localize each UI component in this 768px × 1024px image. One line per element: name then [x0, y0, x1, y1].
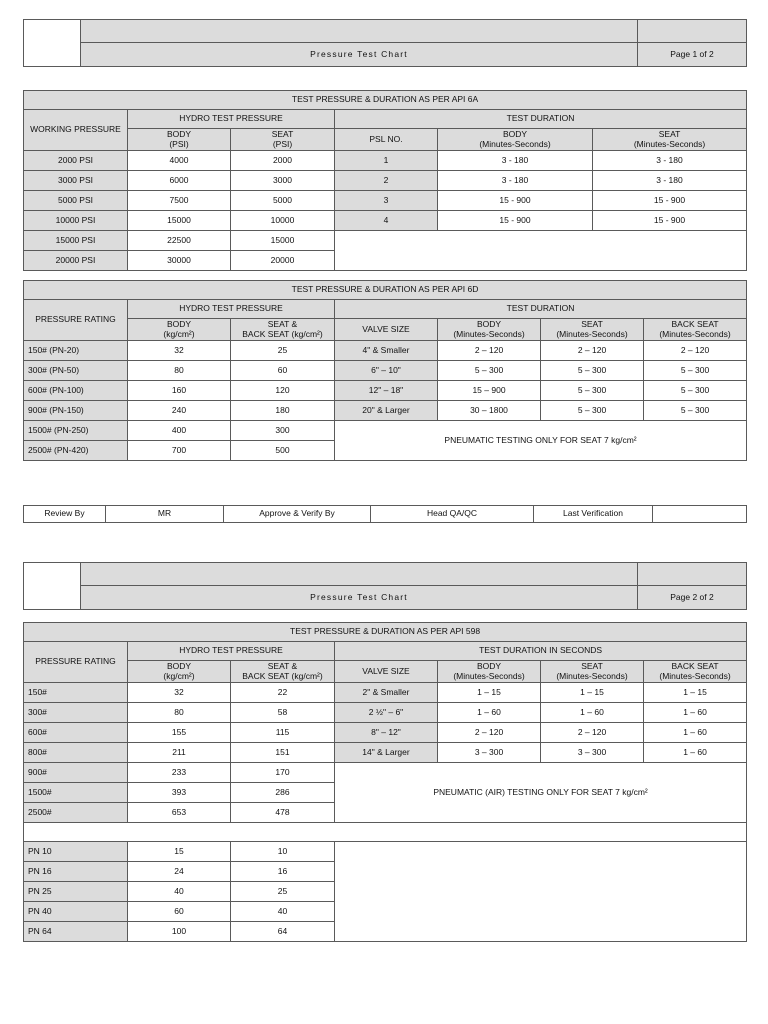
logo-box	[24, 20, 81, 67]
table-row: 150# 32 22 2" & Smaller 1 – 15 1 – 15 1 – 15	[24, 683, 747, 703]
api-6d-table	[23, 280, 747, 461]
table-row: PN 10 15 10	[24, 842, 747, 862]
signoff-row	[23, 505, 747, 523]
approve-by-label: Approve & Verify By	[224, 506, 371, 523]
page-header-2	[23, 562, 747, 610]
api-6a-table	[23, 90, 747, 271]
table-row: 10000 PSI 15000 10000 4 15 - 900 15 - 900	[24, 211, 747, 231]
column-header: TEST DURATION	[335, 110, 747, 129]
column-header: PRESSURE RATING	[24, 300, 128, 341]
review-by-label: Review By	[24, 506, 106, 523]
column-header: SEAT (Minutes-Seconds)	[593, 129, 747, 151]
table-title: TEST PRESSURE & DURATION AS PER API 598	[24, 623, 747, 642]
pneumatic-note: PNEUMATIC (AIR) TESTING ONLY FOR SEAT 7 kg/cm²	[335, 763, 747, 823]
column-header: BODY (PSI)	[128, 129, 231, 151]
table-row: 3000 PSI 6000 3000 2 3 - 180 3 - 180	[24, 171, 747, 191]
column-header: BACK SEAT (Minutes-Seconds)	[644, 661, 747, 683]
column-header: PSL NO.	[335, 129, 438, 151]
column-header: BODY (Minutes-Seconds)	[438, 129, 593, 151]
pneumatic-note: PNEUMATIC TESTING ONLY FOR SEAT 7 kg/cm²	[335, 421, 747, 461]
column-header: VALVE SIZE	[335, 319, 438, 341]
table-row: 1500# 393 286	[24, 783, 747, 803]
api-598-table	[23, 622, 747, 942]
review-by-value: MR	[106, 506, 224, 523]
table-row: 300# (PN-50) 80 60 6" – 10" 5 – 300 5 – 300 5 – 300	[24, 361, 747, 381]
header-band	[81, 20, 638, 43]
table-row: 900# 233 170 PNEUMATIC (AIR) TESTING ONLY FOR SEAT 7 kg/cm²	[24, 763, 747, 783]
table-row: PN 25 40 25	[24, 882, 747, 902]
empty-cell	[335, 842, 747, 942]
column-header: HYDRO TEST PRESSURE	[128, 110, 335, 129]
table-row: 5000 PSI 7500 5000 3 15 - 900 15 - 900	[24, 191, 747, 211]
column-header: TEST DURATION IN SECONDS	[335, 642, 747, 661]
table-row: 800# 211 151 14" & Larger 3 – 300 3 – 300 1 – 60	[24, 743, 747, 763]
column-header: SEAT & BACK SEAT (kg/cm²)	[231, 319, 335, 341]
table-row: 2000 PSI 4000 2000 1 3 - 180 3 - 180	[24, 151, 747, 171]
column-header: TEST DURATION	[335, 300, 747, 319]
column-header: VALVE SIZE	[335, 661, 438, 683]
table-row: 1500# (PN-250) 400 300 PNEUMATIC TESTING ONLY FOR SEAT 7 kg/cm²	[24, 421, 747, 441]
table-row: 2500# 653 478	[24, 803, 747, 823]
column-header: HYDRO TEST PRESSURE	[128, 642, 335, 661]
page-number: Page 2 of 2	[638, 586, 747, 610]
last-verification-label: Last Verification	[534, 506, 653, 523]
table-row: 600# 155 115 8" – 12" 2 – 120 2 – 120 1 – 60	[24, 723, 747, 743]
column-header: BODY (Minutes-Seconds)	[438, 319, 541, 341]
table-row: 15000 PSI 22500 15000	[24, 231, 747, 251]
empty-cell	[335, 231, 747, 271]
logo-box	[24, 563, 81, 610]
table-row: PN 64 100 64	[24, 922, 747, 942]
document-title: Pressure Test Chart	[81, 43, 638, 67]
page-number: Page 1 of 2	[638, 43, 747, 67]
table-title: TEST PRESSURE & DURATION AS PER API 6D	[24, 281, 747, 300]
column-header: SEAT (Minutes-Seconds)	[541, 319, 644, 341]
table-row: PN 16 24 16	[24, 862, 747, 882]
column-header: BACK SEAT (Minutes-Seconds)	[644, 319, 747, 341]
spacer-row	[24, 823, 747, 842]
table-row: 900# (PN-150) 240 180 20" & Larger 30 – 1800 5 – 300 5 – 300	[24, 401, 747, 421]
approve-by-value: Head QA/QC	[371, 506, 534, 523]
column-header: PRESSURE RATING	[24, 642, 128, 683]
table-title: TEST PRESSURE & DURATION AS PER API 6A	[24, 91, 747, 110]
table-row: PN 40 60 40	[24, 902, 747, 922]
header-band	[81, 563, 638, 586]
table-row: 300# 80 58 2 ½" – 6" 1 – 60 1 – 60 1 – 60	[24, 703, 747, 723]
column-header: SEAT (Minutes-Seconds)	[541, 661, 644, 683]
document-title: Pressure Test Chart	[81, 586, 638, 610]
table-row: 150# (PN-20) 32 25 4" & Smaller 2 – 120 2 – 120 2 – 120	[24, 341, 747, 361]
table-row: 2500# (PN-420) 700 500	[24, 441, 747, 461]
table-row: 20000 PSI 30000 20000	[24, 251, 747, 271]
last-verification-value	[653, 506, 747, 523]
column-header: SEAT (PSI)	[231, 129, 335, 151]
column-header: SEAT & BACK SEAT (kg/cm²)	[231, 661, 335, 683]
column-header: BODY (kg/cm²)	[128, 319, 231, 341]
table-row: 600# (PN-100) 160 120 12" – 18" 15 – 900 5 – 300 5 – 300	[24, 381, 747, 401]
column-header: BODY (kg/cm²)	[128, 661, 231, 683]
column-header: HYDRO TEST PRESSURE	[128, 300, 335, 319]
page-header-1	[23, 19, 747, 67]
column-header: WORKING PRESSURE	[24, 110, 128, 151]
column-header: BODY (Minutes-Seconds)	[438, 661, 541, 683]
